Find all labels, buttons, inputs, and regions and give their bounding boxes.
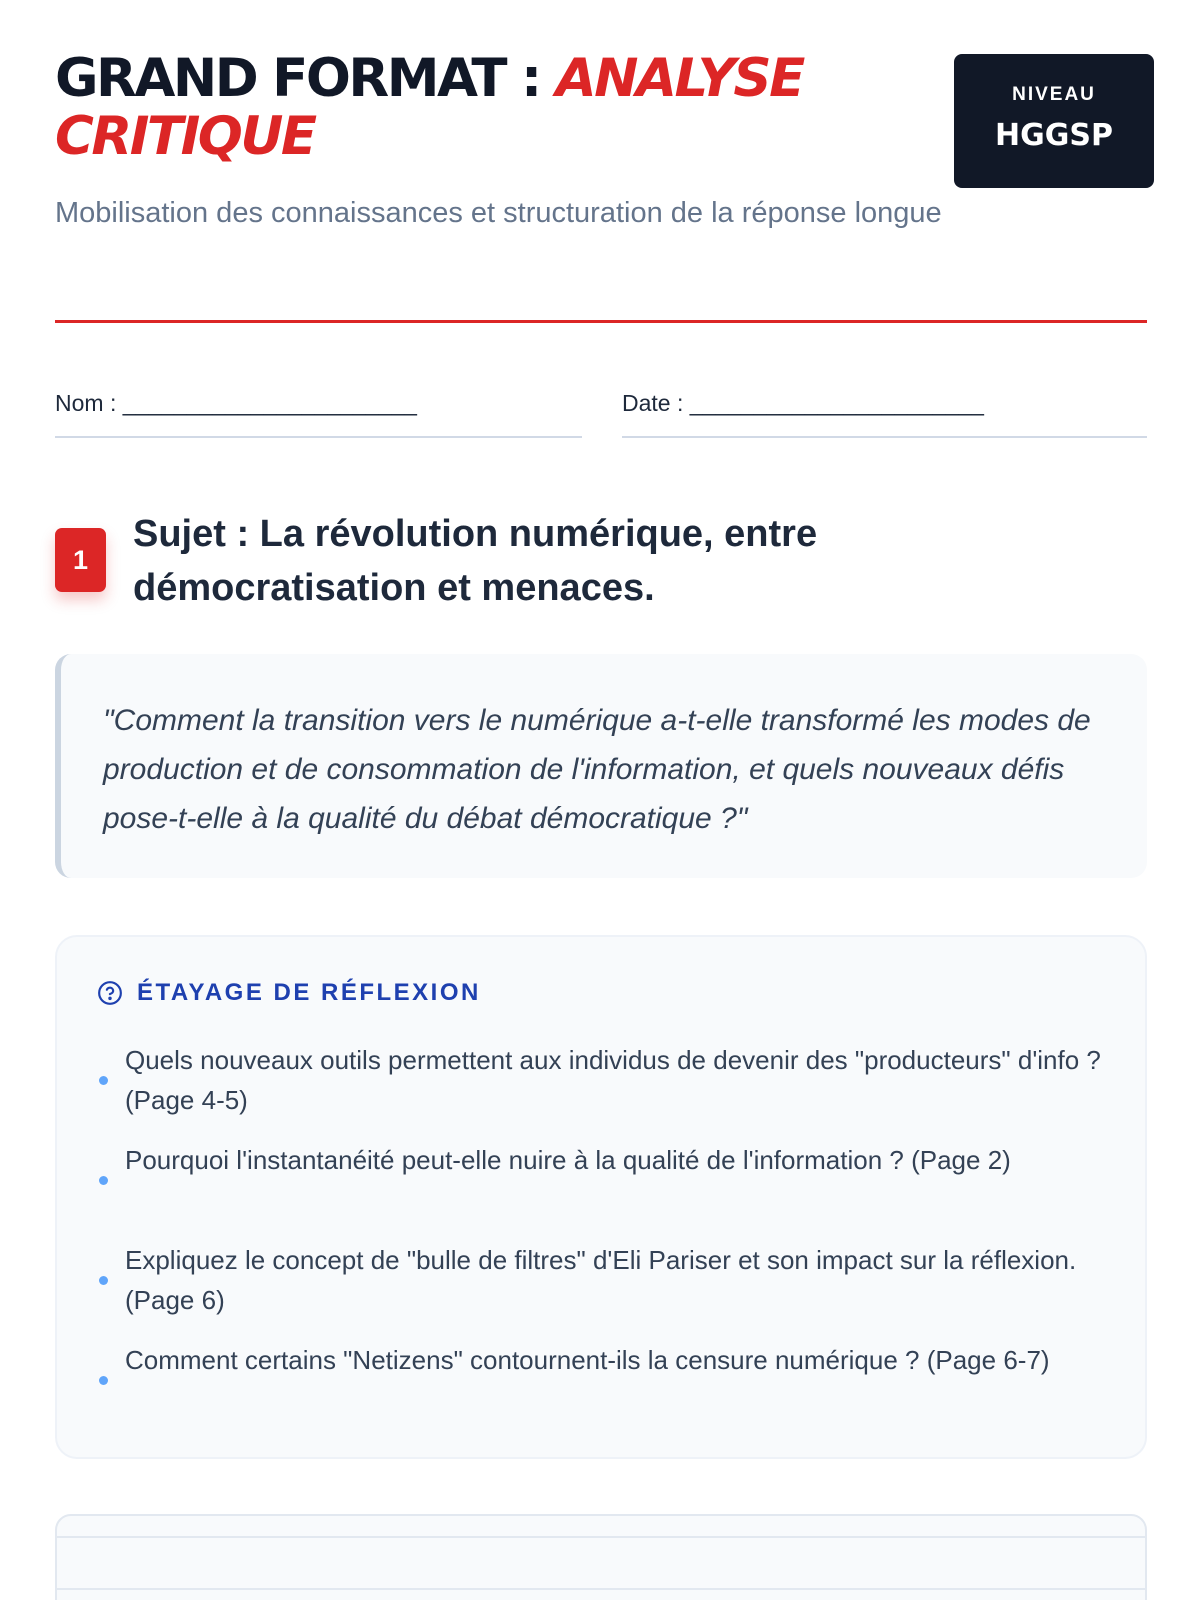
header-divider xyxy=(55,320,1147,323)
page-title xyxy=(55,50,935,166)
level-badge-value: HGGSP xyxy=(995,118,1113,153)
bullet-dot xyxy=(99,1176,108,1185)
level-badge-label: NIVEAU xyxy=(1012,84,1096,105)
hint-item xyxy=(99,1340,1109,1380)
hint-item xyxy=(99,1240,1109,1320)
bullet-dot xyxy=(99,1076,108,1085)
date-field[interactable]: Date : _______________________ xyxy=(622,390,1147,438)
hint-text: Quels nouveaux outils permettent aux individus de devenir des "producteurs" d'info ? (Page 4-5) xyxy=(125,1045,1101,1115)
bullet-dot xyxy=(99,1276,108,1285)
hint-item xyxy=(99,1040,1109,1120)
bullet-dot xyxy=(99,1376,108,1385)
level-badge xyxy=(954,54,1154,188)
help-circle-icon xyxy=(97,980,123,1006)
name-field[interactable]: Nom : _______________________ xyxy=(55,390,582,438)
hint-text: Pourquoi l'instantanéité peut-elle nuire à la qualité de l'information ? (Page 2) xyxy=(125,1145,1011,1175)
title-main: GRAND FORMAT : xyxy=(55,48,556,109)
answer-line xyxy=(57,1536,1145,1538)
answer-line xyxy=(57,1588,1145,1590)
hint-text: Expliquez le concept de "bulle de filtres" d'Eli Pariser et son impact sur la réflexion. (Page 6) xyxy=(125,1245,1077,1315)
hints-title: ÉTAYAGE DE RÉFLEXION xyxy=(137,979,481,1006)
page-subtitle: Mobilisation des connaissances et structuration de la réponse longue xyxy=(55,197,942,229)
section-number-badge: 1 xyxy=(55,528,106,592)
section-title: Sujet : La révolution numérique, entre démocratisation et menaces. xyxy=(133,513,818,609)
problem-quote xyxy=(55,654,1147,878)
hint-item xyxy=(99,1140,1109,1180)
hints-header xyxy=(97,979,481,1007)
hints-panel xyxy=(55,935,1147,1459)
title-accent: ANALYSE CRITIQUE xyxy=(55,48,803,167)
answer-area[interactable] xyxy=(55,1514,1147,1600)
problem-quote-text: "Comment la transition vers le numérique a-t-elle transformé les modes de production et de consommation de l'information, et quels nouveaux défis pose-t-elle à la qualité du débat démocratique ?" xyxy=(103,704,1091,835)
hint-text: Comment certains "Netizens" contournent-ils la censure numérique ? (Page 6-7) xyxy=(125,1345,1050,1375)
